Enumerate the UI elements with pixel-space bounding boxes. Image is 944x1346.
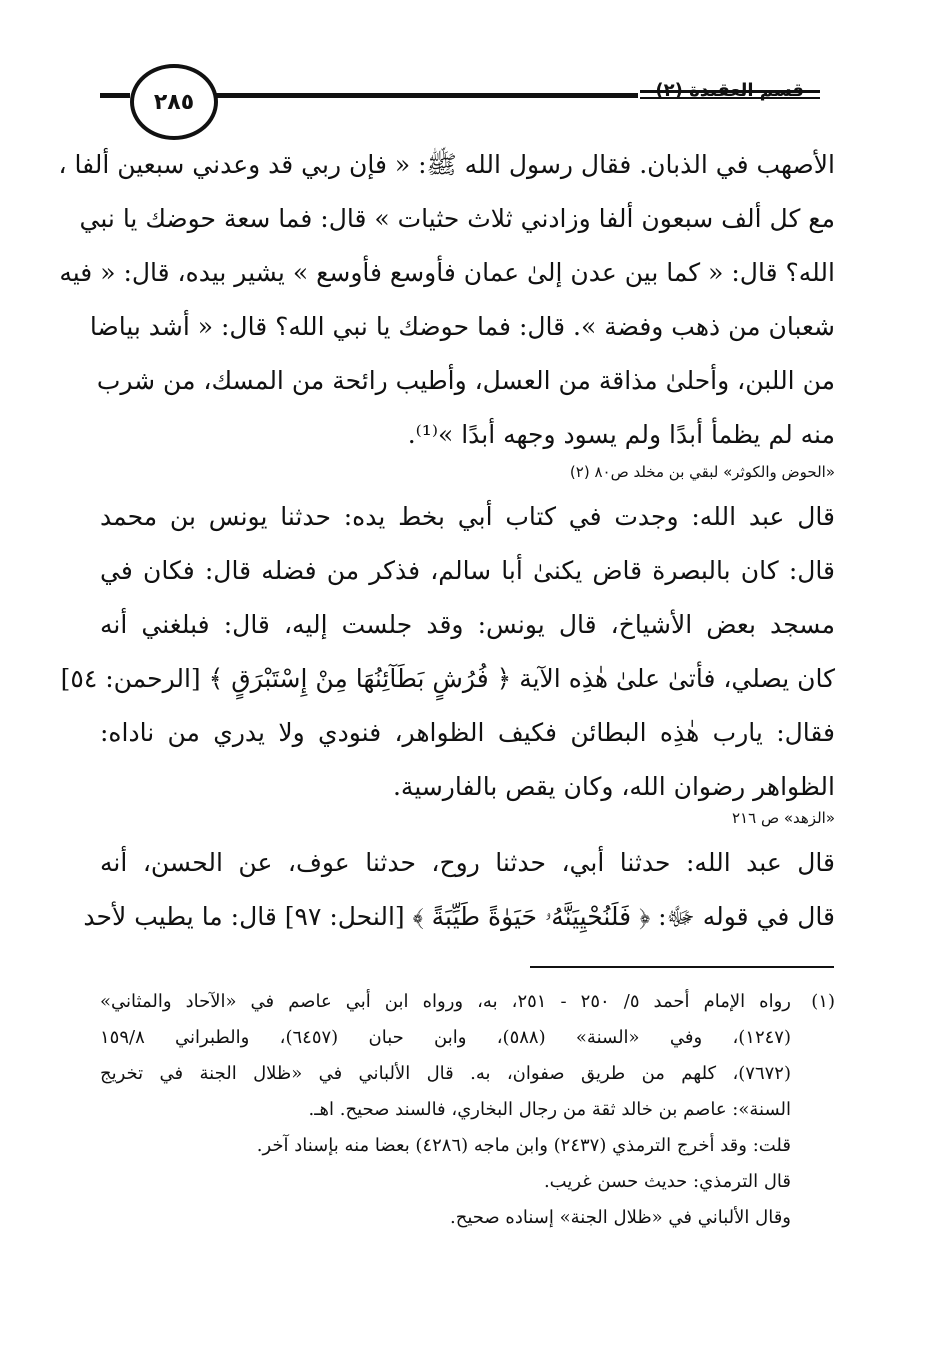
paragraph-3: [83, 836, 835, 944]
text-line: شعبان من ذهب وفضة ». قال: فما حوضك يا نبي الله؟ قال: « أشد بياضا: [89, 312, 835, 341]
text-line: مع كل ألف سبعون ألفا وزادني ثلاث حثيات » قال: فما سعة حوضك يا نبي: [79, 204, 835, 233]
footnote-separator: [530, 966, 834, 968]
text-line: الأصهب في الذبان. فقال رسول الله ﷺ: « فإن ربي قد وعدني سبعين ألفا ،: [58, 150, 835, 179]
source-citation-1: «الحوض والكوثر» لبقي بن مخلد ص٨٠ (٢): [569, 463, 835, 481]
source-citation-2: «الزهد» ص ٢١٦: [732, 809, 835, 827]
footnote-line: قال الترمذي: حديث حسن غريب.: [543, 1171, 791, 1192]
footnote-number: (١): [811, 991, 835, 1012]
page-header: [0, 0, 944, 150]
header-rule-left: [100, 93, 130, 98]
text-line: قال عبد الله: حدثنا أبي، حدثنا روح، حدثنا عوف، عن الحسن، أنه: [100, 848, 835, 877]
footnote-line: قلت: وقد أخرج الترمذي (٢٤٣٧) وابن ماجه (٤٢٨٦) بعضا منه بإسناد آخر.: [256, 1135, 791, 1156]
footnote-line: رواه الإمام أحمد ٥/ ٢٥٠ - ٢٥١، به، ورواه ابن أبي عاصم في «الآحاد والمثاني»: [100, 991, 791, 1012]
page-number-badge: [130, 64, 218, 140]
footnote: [100, 984, 835, 1236]
text-line: الله؟ قال: « كما بين عدن إلىٰ عمان فأوسع فأوسع » يشير بيده، قال: « فيه: [59, 258, 835, 287]
text-line: منه لم يظمأ أبدًا ولم يسود وجهه أبدًا »⁽¹⁾.: [407, 420, 835, 449]
text-line: قال في قوله ﷻ: ﴿ فَلَنُحْيِيَنَّهُۥ حَيَوٰةً طَيِّبَةً ﴾ [النحل: ٩٧] قال: ما يطيب لأحد: [83, 902, 835, 931]
text-line: فقال: يارب هٰذِه البطائن فكيف الظواهر، فنودي ولا يدري من ناداه:: [100, 718, 835, 747]
footnote-line: (١٢٤٧)، وفي «السنة» (٥٨٨)، وابن حبان (٦٤٥٧)، والطبراني ١٥٩/٨: [100, 1027, 791, 1048]
page-number: ٢٨٥: [153, 89, 195, 115]
footnote-line: السنة»: عاصم بن خالد ثقة من رجال البخاري، فالسند صحيح. اهـ.: [308, 1099, 791, 1120]
header-rule-middle: [210, 93, 638, 98]
footnote-line: (٧٦٧٢)، كلهم من طريق صفوان، به. قال الألباني في «ظلال الجنة في تخريج: [100, 1063, 791, 1084]
running-title: قسم العقيدة (٢): [655, 80, 804, 101]
text-line: قال: كان بالبصرة قاض يكنىٰ أبا سالم، فذكر من فضله قال: فكان في: [100, 556, 835, 585]
text-line: من اللبن، وأحلىٰ مذاقة من العسل، وأطيب رائحة من المسك، من شرب: [96, 366, 835, 395]
paragraph-2: [60, 490, 835, 814]
text-line: كان يصلي، فأتىٰ علىٰ هٰذِه الآية ﴿ فُرُشٍ بَطَآئِنُهَا مِنْ إِسْتَبْرَقٍ ﴾ [الرحمن: ٥٤]: [60, 664, 835, 693]
footnote-line: وقال الألباني في «ظلال الجنة» إسناده صحيح.: [450, 1207, 791, 1228]
text-line: مسجد بعض الأشياخ، قال يونس: وقد جلست إليه، قال: فبلغني أنه: [100, 610, 835, 639]
paragraph-1: [58, 138, 835, 462]
text-line: قال عبد الله: وجدت في كتاب أبي بخط يده: حدثنا يونس بن محمد: [100, 502, 835, 531]
text-line: الظواهر رضوان الله، وكان يقص بالفارسية.: [392, 772, 835, 801]
